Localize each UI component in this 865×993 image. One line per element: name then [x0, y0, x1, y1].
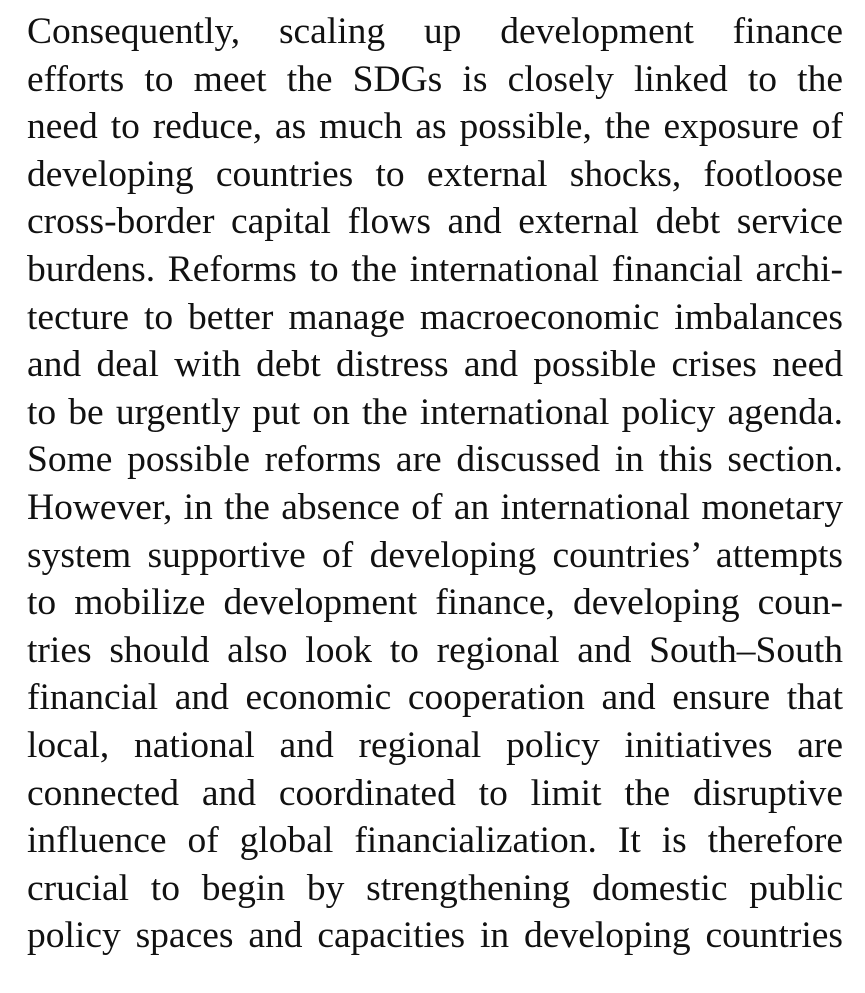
- paragraph-line: influence of global financialization. It is therefore: [27, 820, 843, 862]
- paragraph-line: need to reduce, as much as possible, the exposure of: [27, 106, 843, 148]
- paragraph-line: local, national and regional policy initiatives are: [27, 724, 843, 766]
- paragraph-line: financial and economic cooperation and ensure that: [27, 677, 843, 719]
- paragraph-line: connected and coordinated to limit the disruptive: [27, 772, 843, 814]
- paragraph-line: Some possible reforms are discussed in this section.: [27, 439, 843, 481]
- paragraph-line: cross-border capital flows and external debt service: [27, 201, 843, 243]
- paragraph-line: efforts to meet the SDGs is closely linked to the: [27, 58, 843, 100]
- paragraph-line: tries should also look to regional and South–South: [27, 629, 843, 671]
- paragraph-line: developing countries to external shocks, footloose: [27, 153, 843, 195]
- paragraph-line: to mobilize development finance, developing coun-: [27, 582, 843, 624]
- paragraph-line: Consequently, scaling up development finance: [27, 11, 843, 52]
- paragraph-line: policy spaces and capacities in developing countries: [27, 915, 843, 957]
- paragraph-line: burdens. Reforms to the international financial archi-: [27, 248, 843, 290]
- paragraph-line: However, in the absence of an international monetary: [27, 486, 843, 528]
- paragraph-line: tecture to better manage macroeconomic imbalances: [27, 296, 843, 338]
- paragraph-line: to be urgently put on the international policy agenda.: [27, 391, 843, 433]
- paragraph-line: crucial to begin by strengthening domestic public: [27, 867, 843, 909]
- paragraph-line: system supportive of developing countries’ attempts: [27, 534, 843, 576]
- paragraph-line: and deal with debt distress and possible crises need: [27, 344, 843, 386]
- body-paragraph: [27, 8, 843, 960]
